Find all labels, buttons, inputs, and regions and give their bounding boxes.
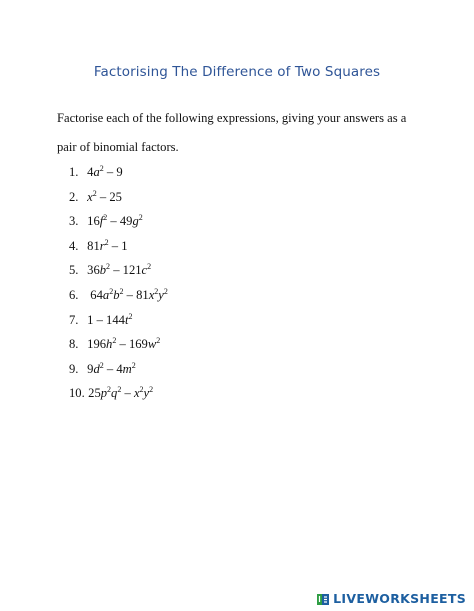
problem-list [69,164,168,410]
page-title: Factorising The Difference of Two Squares [93,64,381,80]
problem-item [69,189,168,214]
problem-number: 1. [69,165,79,179]
problem-expression: $16f^2 - 49g^2$ [87,213,143,229]
problem-item [69,287,168,312]
problem-number: 6. [69,287,79,302]
problem-number: 10. [69,386,85,401]
problem-number: 2. [69,189,79,204]
problem-item [69,385,168,410]
problem-item [69,312,168,337]
problem-expression: $64a^2b^2 - 81x^2y^2$ [87,286,168,302]
problem-number: 4. [69,238,79,253]
problem-expression: $196h^2 - 169w^2$ [87,336,161,352]
problem-expression: $1 - 144t^2$ [87,311,133,327]
problem-number: 8. [69,337,79,352]
problem-number: 9. [69,361,79,376]
problem-expression: $x^2 - 25$ [87,188,122,204]
problem-expression: $25p^2q^2 - x^2y^2$ [88,385,154,401]
problem-expression: $9d^2 - 4m^2$ [87,360,136,376]
liveworksheets-brand[interactable] [316,591,466,606]
problem-number: 3. [69,214,79,229]
problem-expression: $36b^2 - 121c^2$ [87,262,152,278]
liveworksheets-logo-icon [316,592,330,606]
problem-expression: $4a^2 - 9$ [87,164,123,179]
problem-item [69,238,168,263]
problem-item [69,262,168,287]
problem-expression: $81r^2 - 1$ [87,237,128,253]
problem-item [69,361,168,386]
problem-number: 7. [69,312,79,327]
instructions-text: Factorise each of the following expressions, giving your answers as a pair of binomial factors. [57,111,407,154]
problem-item [69,164,168,189]
problem-number: 5. [69,263,79,278]
problem-item [69,213,168,238]
problem-item [69,336,168,361]
brand-name: LIVEWORKSHEETS [333,591,466,606]
